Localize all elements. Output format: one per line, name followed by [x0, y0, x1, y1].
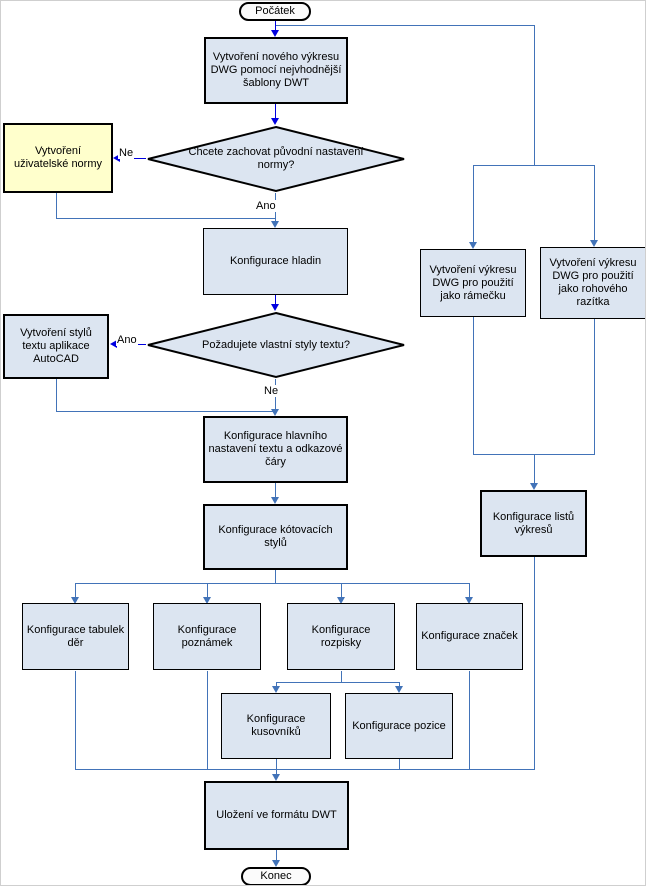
process-symbols: [416, 603, 523, 670]
connector-line: [341, 583, 342, 597]
arrowhead-down-icon: [395, 686, 403, 693]
process-save-dwt: [204, 781, 349, 850]
arrowhead-down-icon: [469, 242, 477, 249]
process-titleblock-dwg: [540, 247, 646, 319]
connector-line: [275, 104, 276, 118]
edge-label-ne: Ne: [119, 147, 134, 159]
arrowhead-down-icon: [271, 221, 279, 228]
terminator-end: [241, 867, 311, 886]
process-symbols-label: Konfigurace značek: [421, 630, 518, 642]
terminator-start-label: Počátek: [255, 5, 295, 17]
process-titleblock-dwg-label: Vytvoření výkresu DWG pro použití jako rohového razítka: [549, 257, 637, 308]
process-user-norm: [3, 123, 113, 193]
connector-line: [594, 319, 595, 455]
decision-text-styles: [146, 311, 406, 379]
connector-line: [473, 317, 474, 454]
connector-line: [56, 218, 276, 219]
process-parts-list: [287, 603, 395, 670]
process-user-norm-label: Vytvoření uživatelské normy: [13, 145, 103, 170]
connector-line: [469, 583, 470, 597]
process-layers-label: Konfigurace hladin: [229, 255, 322, 267]
connector-line: [75, 583, 76, 597]
process-frame-dwg: [420, 249, 526, 317]
arrowhead-down-icon: [530, 483, 538, 490]
edge-label-ano: Ano: [256, 200, 276, 212]
terminator-start: [239, 2, 311, 21]
edge-label-ne: Ne: [264, 385, 279, 397]
connector-line: [75, 671, 76, 769]
arrowhead-down-icon: [271, 30, 279, 37]
process-sheets: [480, 490, 587, 557]
arrowhead-down-icon: [272, 860, 280, 867]
process-bom-label: Konfigurace kusovníků: [246, 713, 306, 738]
process-create-text-styles: [3, 314, 109, 379]
arrowhead-down-icon: [271, 118, 279, 125]
process-sheets-label: Konfigurace listů výkresů: [492, 510, 575, 536]
connector-line: [276, 759, 277, 775]
connector-line: [594, 165, 595, 240]
connector-line: [207, 671, 208, 769]
connector-line: [534, 454, 535, 483]
connector-line: [276, 25, 534, 26]
process-create-dwg-label: Vytvoření nového výkresu DWG pomocí nejvhodnější šablony DWT: [210, 51, 342, 89]
connector-line: [469, 671, 470, 769]
edge-label-ano: Ano: [117, 334, 137, 346]
connector-line: [56, 379, 57, 412]
process-parts-list-label: Konfigurace rozpisky: [311, 623, 371, 649]
connector-line: [275, 483, 276, 497]
connector-line: [275, 570, 276, 584]
connector-line: [399, 759, 400, 769]
process-notes-label: Konfigurace poznámek: [177, 623, 237, 649]
process-main-text-label: Konfigurace hlavního nastavení textu a odkazové čáry: [208, 430, 343, 468]
connector-line: [56, 411, 276, 412]
arrowhead-down-icon: [272, 774, 280, 781]
connector-line: [75, 769, 535, 770]
process-balloons-label: Konfigurace pozice: [352, 719, 446, 732]
process-frame-dwg-label: Vytvoření výkresu DWG pro použití jako rámečku: [429, 263, 517, 302]
arrowhead-down-icon: [590, 240, 598, 247]
connector-line: [534, 25, 535, 165]
process-dim-styles: [203, 504, 348, 570]
process-create-dwg: [204, 37, 348, 104]
process-main-text: [203, 416, 348, 483]
decision-keep-norm-label: Chcete zachovat původní nastavení normy?: [188, 146, 364, 171]
process-save-dwt-label: Uložení ve formátu DWT: [216, 809, 337, 821]
process-layers: [203, 228, 348, 295]
connector-line: [534, 557, 535, 769]
process-balloons: [345, 693, 453, 759]
connector-line: [56, 193, 57, 219]
process-dim-styles-label: Konfigurace kótovacích stylů: [218, 524, 333, 549]
process-bom: [221, 693, 331, 759]
arrowhead-down-icon: [271, 409, 279, 416]
connector-line: [276, 682, 400, 683]
arrowhead-down-icon: [271, 497, 279, 504]
terminator-end-label: Konec: [260, 870, 292, 882]
decision-text-styles-label: Požadujete vlastní styly textu?: [202, 338, 350, 351]
connector-line: [473, 165, 595, 166]
process-hole-tables: [22, 603, 129, 670]
decision-keep-norm: [146, 125, 406, 193]
connector-line: [75, 583, 470, 584]
arrowhead-down-icon: [272, 686, 280, 693]
process-create-text-styles-label: Vytvoření stylů textu aplikace AutoCAD: [20, 327, 92, 365]
arrowhead-down-icon: [271, 304, 279, 311]
connector-line: [207, 583, 208, 597]
connector-line: [473, 165, 474, 242]
process-notes: [153, 603, 261, 670]
process-hole-tables-label: Konfigurace tabulek děr: [26, 623, 125, 649]
